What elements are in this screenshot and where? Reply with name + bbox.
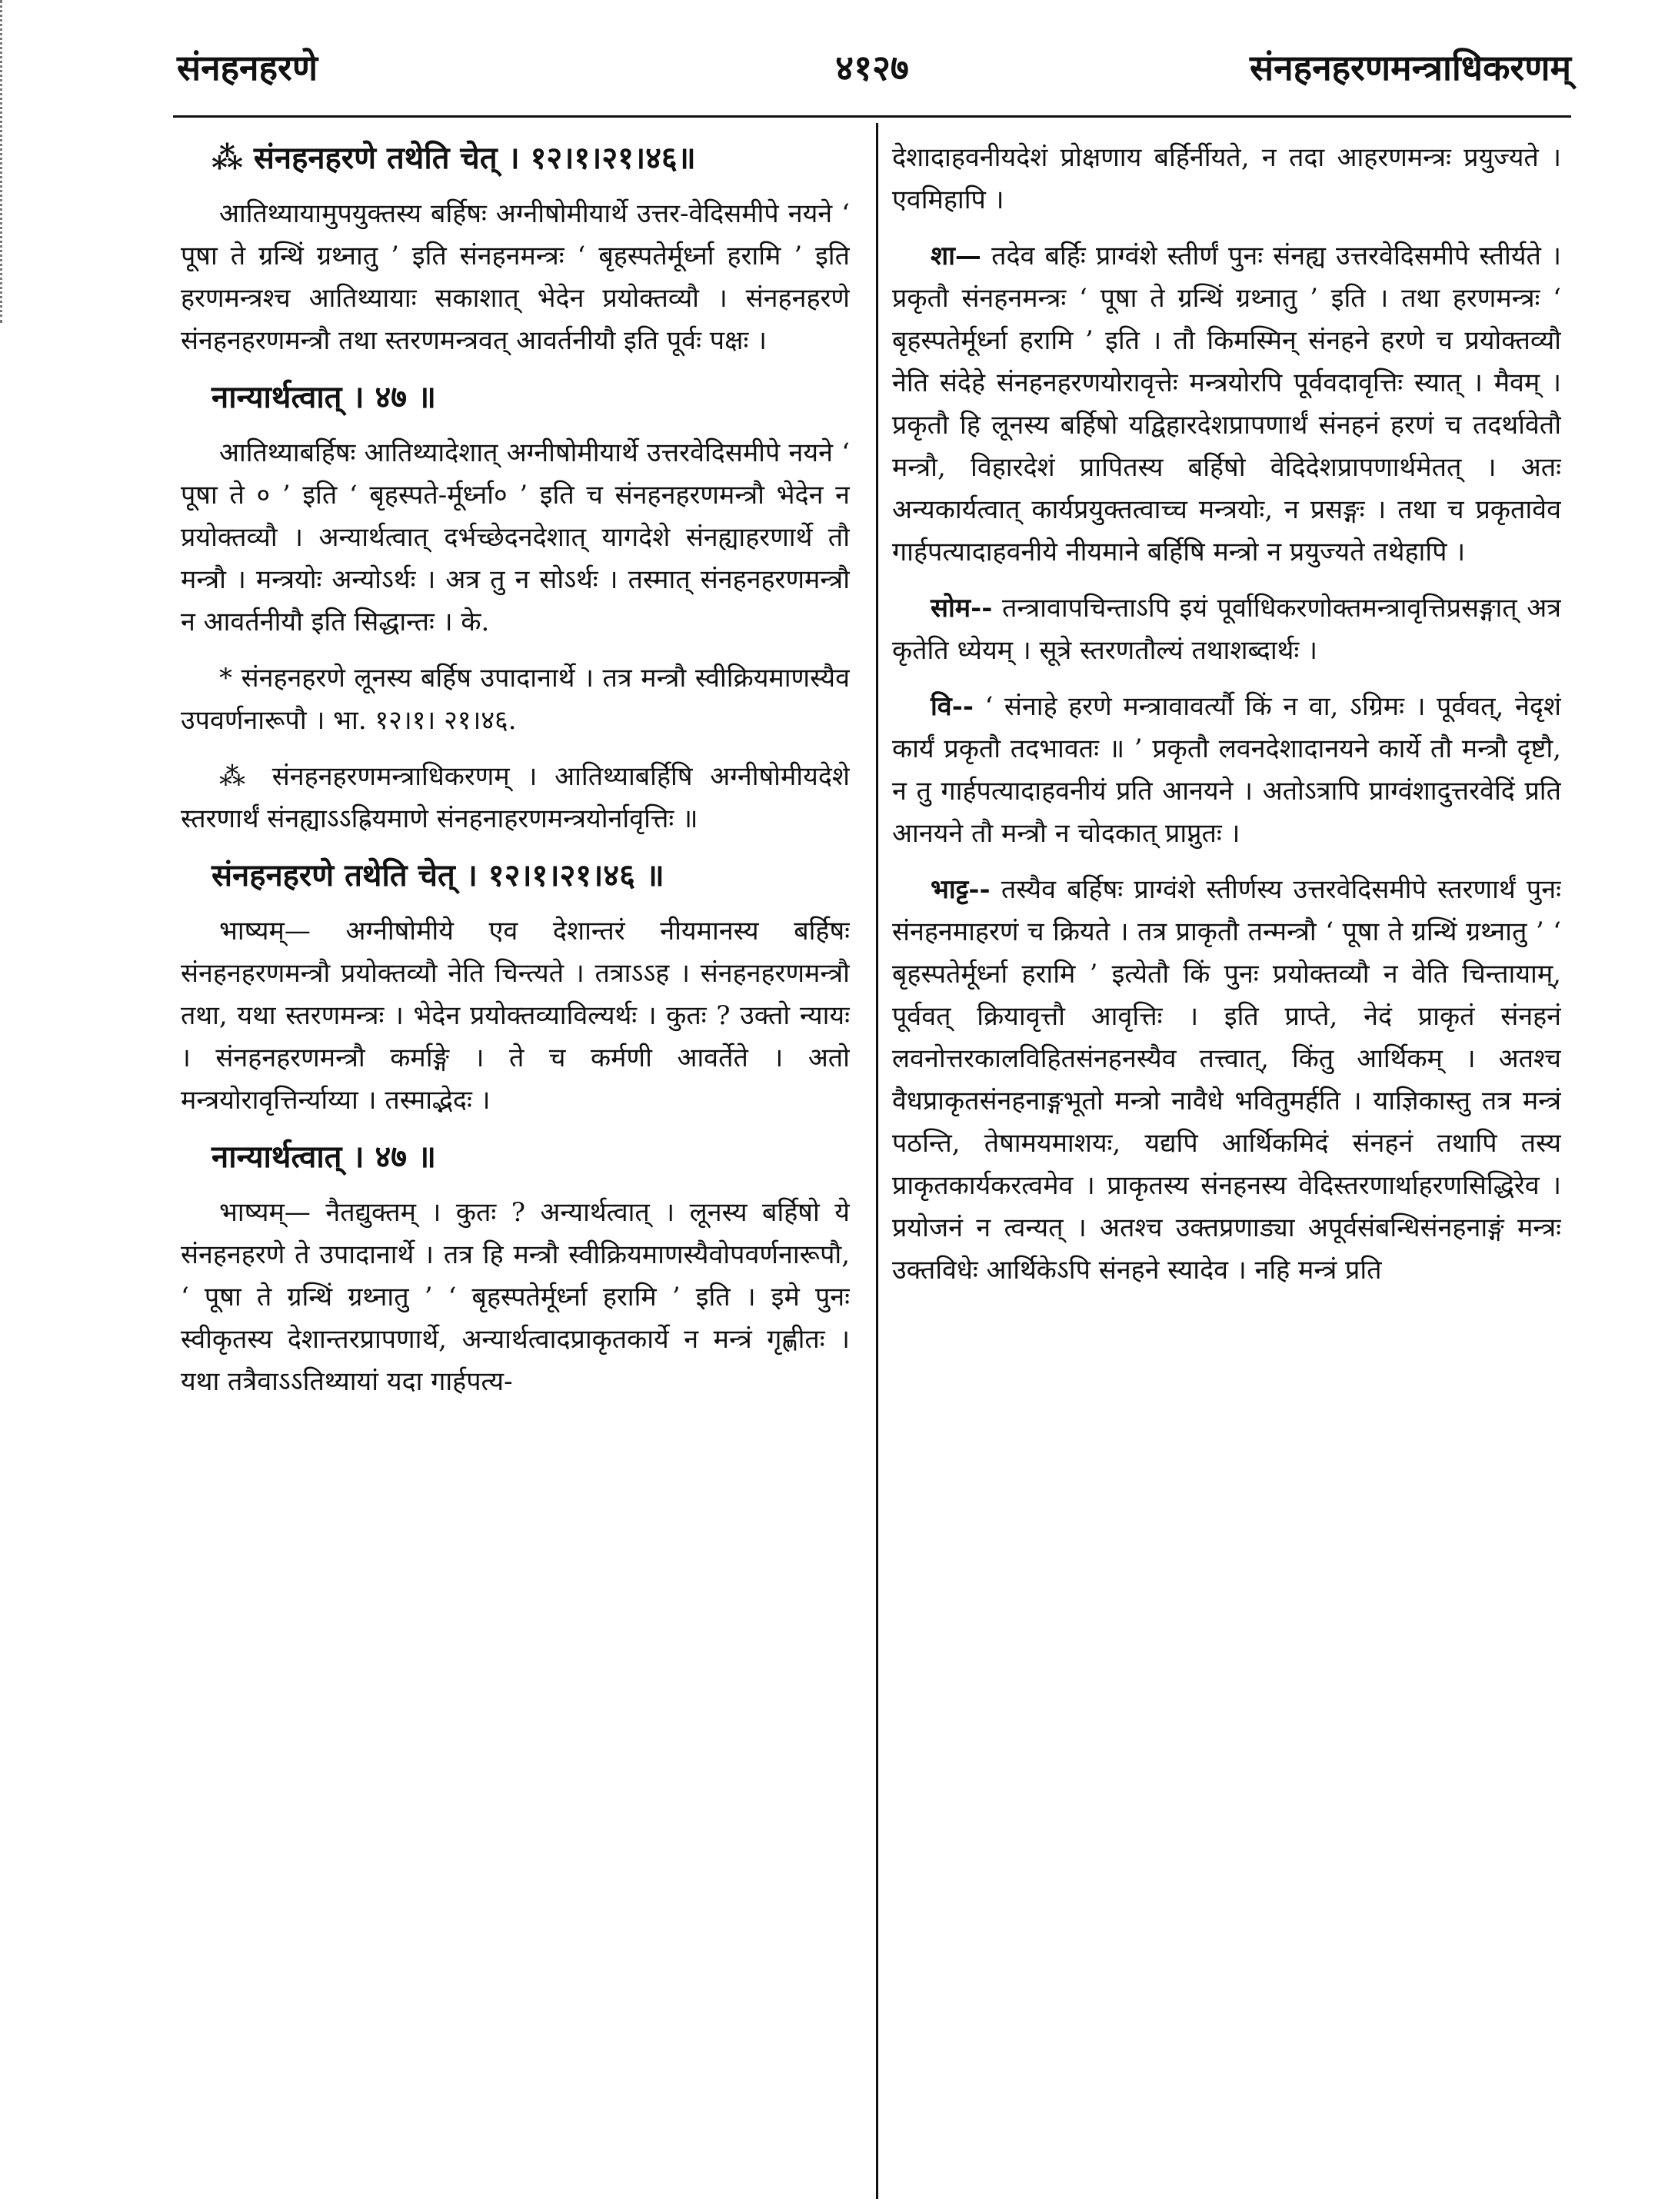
paragraph: आतिथ्यायामुपयुक्तस्य बर्हिषः अग्नीषोमीयार्थे उत्तर-वेदिसमीपे नयने ‘ पूषा ते ग्रन्थिं ग्रथ्नातु ’ इति संनहनमन्त्रः ‘ बृहस्पतेर्मूर्ध्ना हरामि ’ इति हरणमन्त्रश्च आतिथ्यायाः सकाशात् भेदेन प्रयोक्तव्यौ । संनहनहरणे संनहनहरणमन्त्रौ तथा स्तरणमन्त्रवत् आवर्तनीयौ इति पूर्वः पक्षः ।: [181, 198, 850, 356]
commentary-label: भाट्ट--: [931, 874, 991, 905]
commentary-paragraph: [892, 235, 1561, 574]
running-head-right: संनहनहरणमन्त्राधिकरणम्: [1250, 47, 1571, 88]
column-divider: [876, 123, 878, 2199]
commentary-paragraph: [892, 587, 1561, 672]
sutra-heading: संनहनहरणे तथेति चेत् । १२।१।२१।४६ ॥: [211, 857, 664, 893]
commentary-text: ‘ संनाहे हरणे मन्त्रावावर्त्यौ किं न वा, ऽग्रिमः । पूर्ववत्, नेदृशं कार्यं प्रकृतौ तदभावतः ॥ ’ प्रकृतौ लवनदेशादानयने कार्ये तौ मन्त्रौ दृष्टौ, न तु गार्हपत्यादाहवनीयं प्रति आनयने । अतोऽत्रापि प्राग्वंशादुत्तरवेदिं प्रति आनयने तौ मन्त्रौ न चोदकात् प्राप्नुतः ।: [892, 691, 1561, 849]
sutra-heading: ⁂ संनहनहरणे तथेति चेत् । १२।१।२१।४६॥: [211, 140, 696, 176]
commentary-text: तस्यैव बर्हिषः प्राग्वंशे स्तीर्णस्य उत्तरवेदिसमीपे स्तरणार्थं पुनः संनहनमाहरणं च क्रियते । तत्र प्राकृतौ तन्मन्त्रौ ‘ पूषा ते ग्रन्थिं ग्रथ्नातु ’ ‘ बृहस्पतेर्मूर्ध्ना हरामि ’ इत्येतौ किं पुनः प्रयोक्तव्यौ न वेति चिन्तायाम्, पूर्ववत् क्रियावृत्तौ आवृत्तिः । इति प्राप्ते, नेदं प्राकृतं संनहनं लवनोत्तरकालविहितसंनहनस्यैव तत्त्वात्, किंतु आर्थिकम् । अतश्च वैधप्राकृतसंनहनाङ्गभूतो मन्त्रो नावैधे भवितुमर्हति । याज्ञिकास्तु तत्र मन्त्रं पठन्ति, तेषामयमाशयः, यद्यपि आर्थिकमिदं संनहनं तथापि तस्य प्राकृतकार्यकरत्वमेव । प्राकृतस्य संनहनस्य वेदिस्तरणार्थाहरणसिद्धिरेव । प्रयोजनं न त्वन्यत् । अतश्च उक्तप्रणाड्या अपूर्वसंबन्धिसंनहनाङ्गं मन्त्रः उक्तविधेः आर्थिकेऽपि संनहने स्यादेव । नहि मन्त्रं प्रति: [892, 874, 1561, 1286]
adhikarana-summary: ⁂ संनहनहरणमन्त्राधिकरणम् । आतिथ्याबर्हिषि अग्नीषोमीयदेशे स्तरणार्थं संनह्याऽऽह्रियमाणे संनहनाहरणमन्त्रयोर्नावृत्तिः ॥: [181, 761, 850, 834]
sutra-heading: नान्यार्थत्वात् । ४७ ॥: [211, 379, 436, 415]
page-number: ४१२७: [835, 47, 909, 88]
paragraph: * संनहनहरणे लूनस्य बर्हिष उपादानार्थे । तत्र मन्त्रौ स्वीक्रियमाणस्यैव उपवर्णनारूपौ । भा. १२।१। २१।४६.: [181, 663, 850, 736]
commentary-label: वि--: [931, 691, 974, 722]
commentary-label: शा—: [931, 241, 981, 271]
sutra-heading: नान्यार्थत्वात् । ४७ ॥: [211, 1139, 436, 1175]
right-column: [892, 137, 1561, 2197]
header-rule: [173, 115, 1571, 118]
bhashya-paragraph: भाष्यम्— नैतद्युक्तम् । कुतः ? अन्यार्थत्वात् । लूनस्य बर्हिषो ये संनहनहरणे ते उपादानार्थे । तत्र हि मन्त्रौ स्वीक्रियमाणस्यैवोपवर्णनारूपौ, ‘ पूषा ते ग्रन्थिं ग्रथ्नातु ’ ‘ बृहस्पतेर्मूर्ध्ना हरामि ’ इति । इमे पुनः स्वीकृतस्य देशान्तरप्रापणार्थे, अन्यार्थत्वादप्राकृतकार्ये न मन्त्रं गृह्णीतः । यथा तत्रैवाऽऽतिथ्यायां यदा गार्हपत्य-: [181, 1197, 850, 1397]
commentary-paragraph: [892, 869, 1561, 1292]
paragraph: देशादाहवनीयदेशं प्रोक्षणाय बर्हिर्नीयते, न तदा आहरणमन्त्रः प्रयुज्यते । एवमिहापि ।: [892, 142, 1561, 215]
page-edge-dots: [0, 0, 10, 323]
commentary-text: तन्त्रावापचिन्ताऽपि इयं पूर्वाधिकरणोक्तमन्त्रावृत्तिप्रसङ्गात् अत्र कृतेति ध्येयम् । सूत्रे स्तरणतौल्यं तथाशब्दार्थः ।: [892, 593, 1561, 666]
commentary-paragraph: [892, 686, 1561, 855]
bhashya-paragraph: भाष्यम्— अग्नीषोमीये एव देशान्तरं नीयमानस्य बर्हिषः संनहनहरणमन्त्रौ प्रयोक्तव्यौ नेति चिन्त्यते । तत्राऽऽह । संनहनहरणमन्त्रौ तथा, यथा स्तरणमन्त्रः । भेदेन प्रयोक्तव्याविल्यर्थः । कुतः ? उक्तो न्यायः । संनहनहरणमन्त्रौ कर्माङ्गे । ते च कर्मणी आवर्तेते । अतो मन्त्रयोरावृत्तिर्न्याय्या । तस्माद्भेदः ।: [181, 916, 850, 1116]
left-column: [181, 137, 850, 2197]
paragraph: आतिथ्याबर्हिषः आतिथ्यादेशात् अग्नीषोमीयार्थे उत्तरवेदिसमीपे नयने ‘ पूषा ते ० ’ इति ‘ बृहस्पते-र्मूर्ध्ना० ’ इति च संनहनहरणमन्त्रौ भेदेन न प्रयोक्तव्यौ । अन्यार्थत्वात् दर्भच्छेदनदेशात् यागदेशे संनह्याहरणार्थे तौ मन्त्रौ । मन्त्रयोः अन्योऽर्थः । अत्र तु न सोऽर्थः । तस्मात् संनहनहरणमन्त्रौ न आवर्तनीयौ इति सिद्धान्तः । के.: [181, 437, 850, 637]
commentary-text: तदेव बर्हिः प्राग्वंशे स्तीर्णं पुनः संनह्य उत्तरवेदिसमीपे स्तीर्यते । प्रकृतौ संनहनमन्त्रः ‘ पूषा ते ग्रन्थिं ग्रथ्नातु ’ इति । तथा हरणमन्त्रः ‘ बृहस्पतेर्मूर्ध्ना हरामि ’ इति । तौ किमस्मिन् संनहने हरणे च प्रयोक्तव्यौ नेति संदेहे संनहनहरणयोरावृत्तेः मन्त्रयोरपि पूर्ववदावृत्तिः स्यात् । मैवम् । प्रकृतौ हि लूनस्य बर्हिषो यद्विहारदेशप्रापणार्थं संनहनं हरणं च तदर्थावेतौ मन्त्रौ, विहारदेशं प्रापितस्य बर्हिषो वेदिदेशप्रापणार्थमेतत् । अतः अन्यकार्यत्वात् कार्यप्रयुक्तत्वाच्च मन्त्रयोः, न प्रसङ्गः । तथा च प्रकृतावेव गार्हपत्यादाहवनीये नीयमाने बर्हिषि मन्त्रो न प्रयुज्यते तथेहापि ।: [892, 241, 1561, 567]
commentary-label: सोम--: [931, 593, 993, 624]
running-head-left: संनहनहरणे: [177, 47, 318, 88]
page-header: [173, 37, 1571, 91]
